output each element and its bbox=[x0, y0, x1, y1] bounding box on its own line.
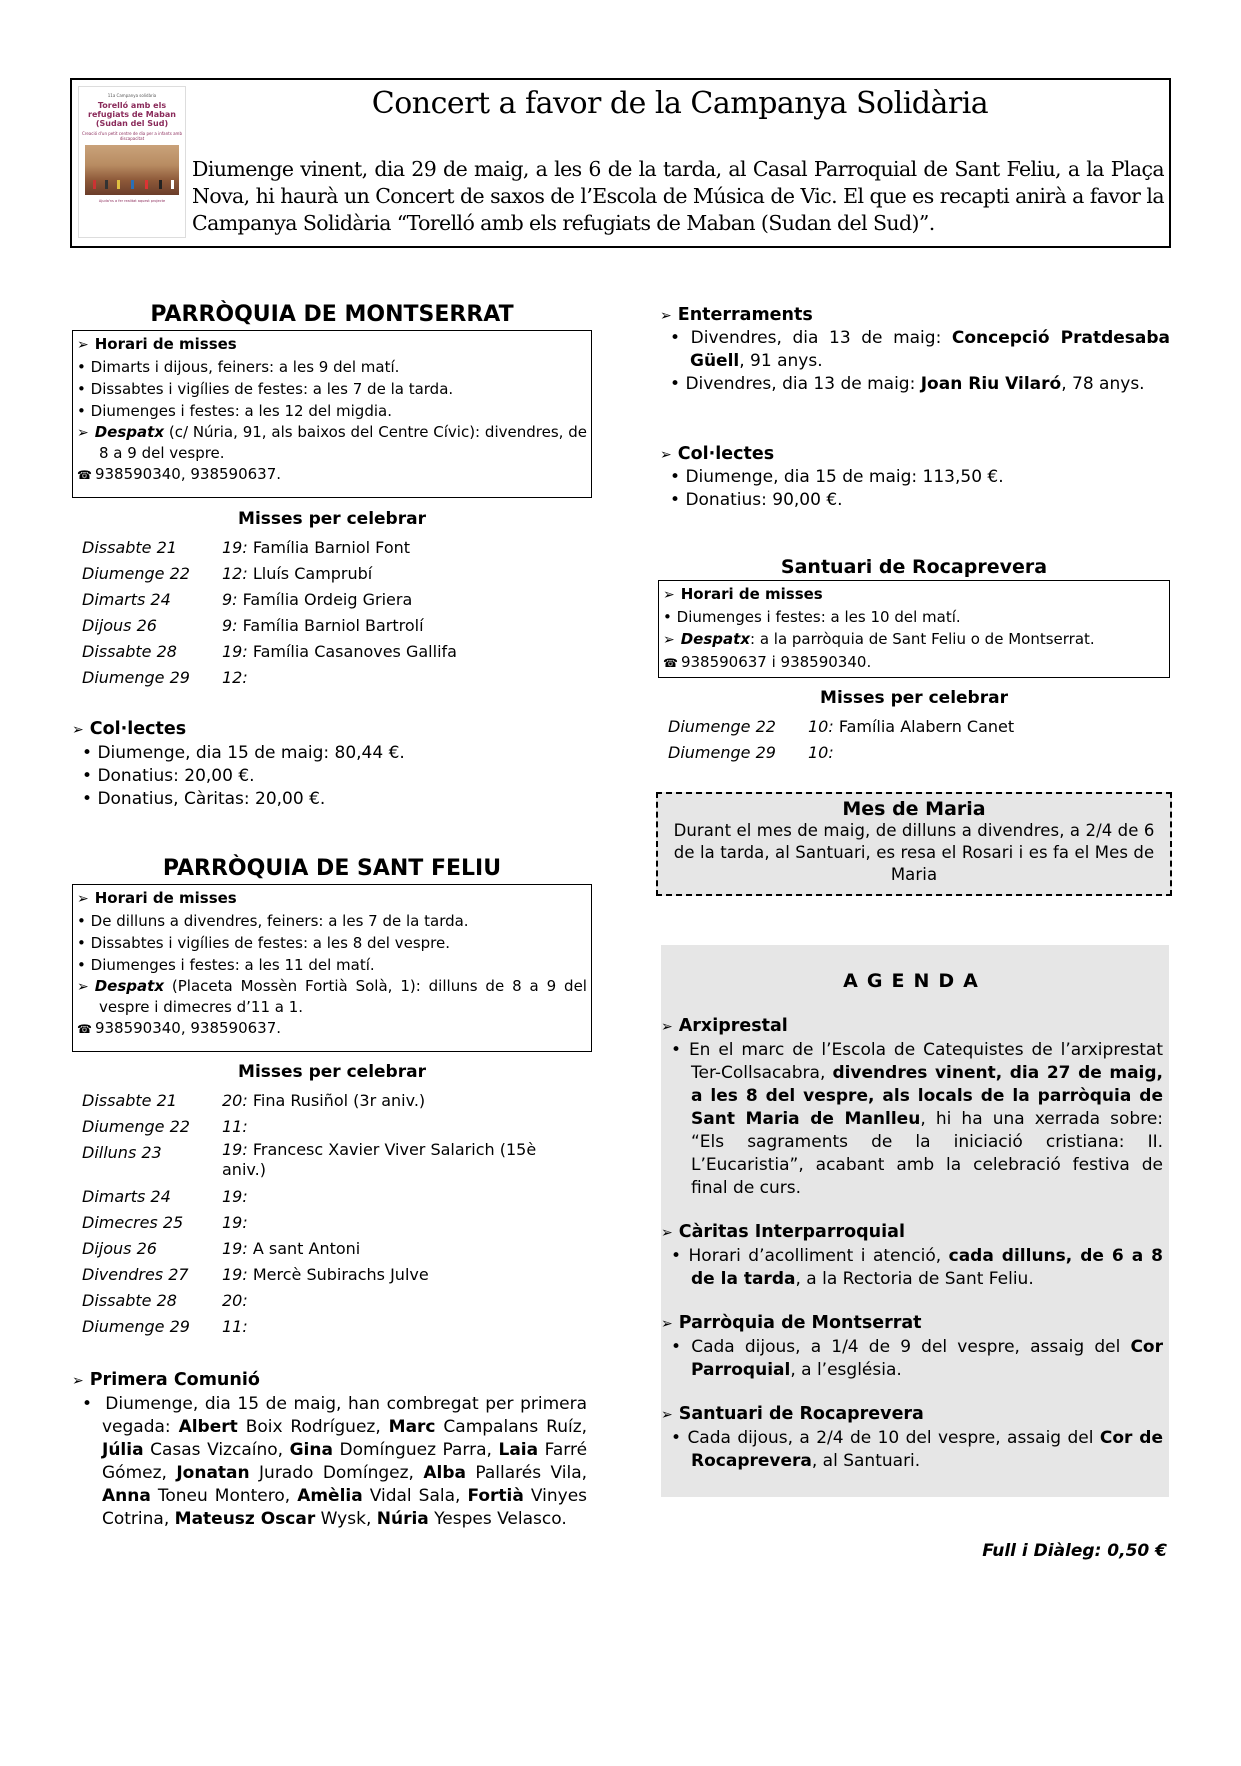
montserrat-masses-heading: Misses per celebrar bbox=[238, 509, 426, 529]
santfeliu-collections-heading bbox=[660, 442, 774, 467]
mass-time: 19: bbox=[222, 1187, 248, 1206]
agenda-section bbox=[661, 1220, 1169, 1291]
communicant-first-name: Jonatan bbox=[176, 1463, 250, 1483]
communicant-last-name: Boix Rodríguez bbox=[245, 1417, 376, 1437]
list-item-text: Donatius: 90,00 €. bbox=[685, 490, 843, 510]
mass-day: Dimecres 25 bbox=[82, 1213, 184, 1232]
mass-detail bbox=[222, 1236, 360, 1262]
burial-age: , 78 anys. bbox=[1061, 374, 1145, 394]
phone-icon: ☎ bbox=[663, 656, 678, 670]
communion-heading bbox=[72, 1368, 260, 1393]
office-info bbox=[663, 628, 1165, 651]
mass-intention: Lluís Camprubí bbox=[252, 564, 373, 583]
mass-intention: Francesc Xavier Viver Salarich (15è aniv.) bbox=[222, 1140, 537, 1179]
agenda-section bbox=[661, 1402, 1169, 1473]
mass-time: 10: bbox=[808, 743, 834, 762]
mass-time: 19: bbox=[222, 538, 248, 557]
phone-icon: ☎ bbox=[77, 468, 92, 482]
mass-time: 19: bbox=[222, 642, 248, 661]
communicant-first-name: Anna bbox=[102, 1486, 151, 1506]
mass-day: Dijous 26 bbox=[82, 616, 157, 635]
communicant-first-name: Amèlia bbox=[297, 1486, 363, 1506]
communicant-last-name: Wysk bbox=[320, 1509, 366, 1529]
bullet-icon: • bbox=[82, 789, 93, 809]
agenda-text: , al Santuari. bbox=[811, 1451, 921, 1471]
schedule-item bbox=[77, 910, 587, 932]
agenda-box bbox=[661, 945, 1169, 1497]
montserrat-masses-list bbox=[82, 535, 582, 691]
bullet-icon: • bbox=[77, 380, 86, 398]
arrow-icon: ➢ bbox=[72, 722, 84, 738]
mass-intention: Mercè Subirachs Julve bbox=[252, 1265, 429, 1284]
santfeliu-info-box bbox=[72, 884, 592, 1052]
communicant-last-name: Vidal Sala bbox=[369, 1486, 456, 1506]
agenda-text: , a l’església. bbox=[790, 1360, 902, 1380]
rocaprevera-masses-heading: Misses per celebrar bbox=[820, 688, 1008, 708]
mass-intention: Família Casanoves Gallifa bbox=[252, 642, 457, 661]
santfeliu-collections-list bbox=[660, 466, 1170, 512]
santfeliu-title: PARRÒQUIA DE SANT FELIU bbox=[162, 856, 502, 881]
list-item bbox=[72, 742, 592, 765]
mass-row bbox=[82, 1114, 582, 1140]
mass-day: Diumenge 22 bbox=[82, 1117, 190, 1136]
mass-day: Diumenge 22 bbox=[82, 564, 190, 583]
arrow-icon: ➢ bbox=[77, 337, 89, 353]
list-item-text: Donatius, Càritas: 20,00 €. bbox=[97, 789, 326, 809]
agenda-text: Horari d’acolliment i atenció, bbox=[688, 1246, 949, 1266]
mass-detail bbox=[808, 740, 834, 766]
office-text: (c/ Núria, 91, als baixos del Centre Cívic): divendres, de 8 a 9 del vespre. bbox=[99, 423, 587, 462]
agenda-text: , hi ha una xerrada sobre: “Els sagraments de la iniciació cristiana: II. L’Eucaristia”, acabant amb la celebració festiva de final de curs. bbox=[691, 1109, 1164, 1198]
schedule-item bbox=[77, 954, 587, 976]
bullet-icon: • bbox=[670, 490, 681, 510]
mass-row bbox=[82, 1262, 582, 1288]
schedule-item bbox=[77, 378, 587, 400]
schedule-item bbox=[77, 932, 587, 954]
mass-day: Dissabte 21 bbox=[82, 1091, 177, 1110]
mass-row bbox=[82, 1314, 582, 1340]
arrow-icon: ➢ bbox=[663, 587, 675, 603]
mass-detail bbox=[222, 1184, 248, 1210]
mass-time: 19: bbox=[222, 1265, 248, 1284]
agenda-text: , a la Rectoria de Sant Feliu. bbox=[795, 1269, 1034, 1289]
mass-day: Dimarts 24 bbox=[82, 590, 171, 609]
office-text: : a la parròquia de Sant Feliu o de Montserrat. bbox=[750, 630, 1095, 648]
phone-info bbox=[663, 651, 1165, 674]
bullet-icon: • bbox=[77, 358, 86, 376]
mass-row bbox=[82, 665, 582, 691]
communion-intro: Diumenge, dia 15 de maig, han combregat per primera vegada: bbox=[102, 1394, 587, 1437]
communicant-first-name: Júlia bbox=[102, 1440, 144, 1460]
mass-detail bbox=[222, 561, 372, 587]
burial-name: Joan Riu Vilaró bbox=[920, 374, 1062, 394]
communicant-last-name: Domínguez Parra bbox=[339, 1440, 487, 1460]
communicant-last-name: Jurado Domíngez bbox=[259, 1463, 409, 1483]
agenda-sections bbox=[661, 1014, 1169, 1473]
schedule-item bbox=[663, 606, 1165, 628]
mass-row bbox=[668, 740, 1168, 766]
bullet-icon: • bbox=[77, 956, 86, 974]
communicant-first-name: Laia bbox=[498, 1440, 539, 1460]
phone-info bbox=[77, 463, 587, 486]
mass-day: Dimarts 24 bbox=[82, 1187, 171, 1206]
arrow-icon: ➢ bbox=[661, 1225, 673, 1241]
arrow-icon: ➢ bbox=[661, 1019, 673, 1035]
agenda-text: cada dilluns, de 6 a 8 de la tarda bbox=[691, 1246, 1164, 1289]
mass-day: Diumenge 22 bbox=[668, 717, 776, 736]
agenda-title: AGENDA bbox=[843, 970, 987, 992]
santfeliu-masses-list bbox=[82, 1088, 582, 1340]
communicant-last-name: Casas Vizcaíno bbox=[150, 1440, 278, 1460]
mass-detail bbox=[222, 1288, 248, 1314]
bullet-icon: • bbox=[671, 1337, 682, 1357]
mass-day: Dijous 26 bbox=[82, 1239, 157, 1258]
price-footer: Full i Diàleg: 0,50 € bbox=[982, 1541, 1167, 1561]
mass-day: Dissabte 21 bbox=[82, 538, 177, 557]
communicant-first-name: Fortià bbox=[467, 1486, 524, 1506]
burials-heading bbox=[660, 303, 813, 328]
burial-name: Concepció Pratdesaba Güell bbox=[690, 328, 1171, 371]
agenda-section-heading bbox=[661, 1311, 1169, 1336]
bullet-icon: • bbox=[663, 608, 672, 626]
schedule-item bbox=[77, 356, 587, 378]
rocaprevera-info-box bbox=[658, 580, 1170, 678]
mass-day: Diumenge 29 bbox=[82, 668, 190, 687]
mass-row bbox=[82, 639, 582, 665]
mass-day: Dissabte 28 bbox=[82, 642, 177, 661]
mass-detail bbox=[222, 1262, 429, 1288]
heading-text: Col·lectes bbox=[677, 444, 775, 464]
communicant-last-name: Toneu Montero bbox=[157, 1486, 285, 1506]
mass-time: 12: bbox=[222, 668, 248, 687]
agenda-item bbox=[661, 1039, 1169, 1200]
bullet-icon: • bbox=[77, 934, 86, 952]
mass-time: 19: bbox=[222, 1140, 248, 1159]
arrow-icon: ➢ bbox=[660, 447, 672, 463]
communicant-first-name: Albert bbox=[178, 1417, 238, 1437]
heading-text: Parròquia de Montserrat bbox=[678, 1313, 922, 1333]
montserrat-collections-list bbox=[72, 742, 592, 811]
phone-info bbox=[77, 1017, 587, 1040]
list-item-text: Donatius: 20,00 €. bbox=[97, 766, 255, 786]
list-item bbox=[72, 765, 592, 788]
phone-numbers: 938590340, 938590637. bbox=[94, 1019, 282, 1037]
list-item-text: Diumenge, dia 15 de maig: 80,44 €. bbox=[97, 743, 405, 763]
schedule-heading: Horari de misses bbox=[680, 585, 823, 603]
mass-row bbox=[82, 1140, 582, 1180]
rocaprevera-masses-list bbox=[668, 714, 1168, 766]
agenda-text: Cor de Rocaprevera bbox=[691, 1428, 1164, 1471]
mass-detail bbox=[222, 639, 457, 665]
poster-subtitle: Creació d'un petit centre de dia per a infants amb discapacitat bbox=[82, 131, 182, 141]
arrow-icon: ➢ bbox=[660, 308, 672, 324]
mass-intention: Família Alabern Canet bbox=[838, 717, 1015, 736]
mes-de-maria-text: Durant el mes de maig, de dilluns a divendres, a 2/4 de 6 de la tarda, al Santuari, es resa el Rosari i es fa el Mes de Maria bbox=[673, 821, 1155, 884]
list-item-text: Diumenge, dia 15 de maig: 113,50 €. bbox=[685, 467, 1004, 487]
agenda-section bbox=[661, 1014, 1169, 1200]
mass-time: 9: bbox=[222, 590, 238, 609]
montserrat-collections-heading bbox=[72, 717, 186, 742]
heading-text: Col·lectes bbox=[89, 719, 187, 739]
communicant-first-name: Núria bbox=[376, 1509, 429, 1529]
communicant-first-name: Marc bbox=[388, 1417, 436, 1437]
office-label: Despatx bbox=[94, 423, 164, 441]
mass-row bbox=[82, 561, 582, 587]
mass-day: Dissabte 28 bbox=[82, 1291, 177, 1310]
mass-time: 11: bbox=[222, 1317, 248, 1336]
schedule-text: Diumenges i festes: a les 12 del migdia. bbox=[90, 402, 392, 420]
communicant-first-name: Mateusz Oscar bbox=[174, 1509, 316, 1529]
list-item bbox=[660, 466, 1170, 489]
office-label: Despatx bbox=[94, 977, 164, 995]
poster-footer: Ajuda'ns a fer realitat aquest projecte bbox=[98, 199, 166, 203]
mes-de-maria-title: Mes de Maria bbox=[842, 798, 986, 820]
bullet-icon: • bbox=[671, 1040, 682, 1060]
communicant-first-name: Gina bbox=[289, 1440, 333, 1460]
mass-row bbox=[82, 1184, 582, 1210]
office-label: Despatx bbox=[680, 630, 750, 648]
mass-detail bbox=[222, 587, 412, 613]
mass-detail bbox=[222, 1114, 248, 1140]
schedule-item bbox=[77, 400, 587, 422]
agenda-section-body bbox=[661, 1336, 1169, 1382]
mass-row bbox=[82, 587, 582, 613]
mass-row bbox=[668, 714, 1168, 740]
mass-row bbox=[82, 1210, 582, 1236]
schedule-text: Diumenges i festes: a les 11 del matí. bbox=[90, 956, 375, 974]
agenda-item bbox=[661, 1245, 1169, 1291]
agenda-section-body bbox=[661, 1245, 1169, 1291]
mass-time: 20: bbox=[222, 1091, 248, 1110]
concert-title: Concert a favor de la Campanya Solidària bbox=[371, 86, 989, 121]
burial-age: , 91 anys. bbox=[739, 351, 823, 371]
mass-row bbox=[82, 1288, 582, 1314]
office-info bbox=[77, 422, 587, 463]
phone-icon: ☎ bbox=[77, 1022, 92, 1036]
burial-date: Divendres, dia 13 de maig: bbox=[690, 328, 942, 348]
mass-intention: A sant Antoni bbox=[252, 1239, 361, 1258]
mass-time: 9: bbox=[222, 616, 238, 635]
arrow-icon: ➢ bbox=[661, 1407, 673, 1423]
arrow-icon: ➢ bbox=[77, 891, 89, 907]
schedule-text: Dimarts i dijous, feiners: a les 9 del matí. bbox=[90, 358, 400, 376]
communicant-last-name: Yespes Velasco bbox=[434, 1509, 562, 1529]
agenda-section-body bbox=[661, 1427, 1169, 1473]
mass-time: 11: bbox=[222, 1117, 248, 1136]
bullet-icon: • bbox=[671, 1246, 682, 1266]
burials-list bbox=[660, 327, 1170, 396]
agenda-item bbox=[661, 1427, 1169, 1473]
poster-kicker: 11a Campanya solidària bbox=[107, 93, 157, 98]
mass-intention: Fina Rusiñol (3r aniv.) bbox=[252, 1091, 426, 1110]
poster-title: Torelló amb els refugiats de Maban (Sudan del Sud) bbox=[88, 101, 176, 128]
montserrat-title: PARRÒQUIA DE MONTSERRAT bbox=[150, 302, 514, 327]
agenda-section-heading bbox=[661, 1014, 1169, 1039]
heading-text: Càritas Interparroquial bbox=[678, 1222, 905, 1242]
mass-row bbox=[82, 1236, 582, 1262]
bullet-icon: • bbox=[77, 912, 86, 930]
bullet-icon: • bbox=[670, 328, 681, 348]
bullet-icon: • bbox=[82, 743, 93, 763]
heading-text: Arxiprestal bbox=[678, 1016, 788, 1036]
mass-day: Diumenge 29 bbox=[668, 743, 776, 762]
schedule-heading: Horari de misses bbox=[94, 335, 237, 353]
mass-time: 19: bbox=[222, 1239, 248, 1258]
bullet-icon: • bbox=[670, 467, 681, 487]
agenda-section bbox=[661, 1311, 1169, 1382]
heading-text: Primera Comunió bbox=[89, 1370, 260, 1390]
mass-detail bbox=[222, 1088, 425, 1114]
arrow-icon: ➢ bbox=[72, 1373, 84, 1389]
montserrat-info-box bbox=[72, 330, 592, 498]
bullet-icon: • bbox=[77, 402, 86, 420]
mass-time: 19: bbox=[222, 1213, 248, 1232]
communion-item: • Diumenge, dia 15 de maig, han combregat per primera vegada: Albert Boix Rodríguez, Marc Campalans Ruíz, Júlia Casas Vizcaíno, Gina Domínguez Parra, Laia Farré Gómez, Jonatan Jurado Domíngez, Alba Pallarés Vila, Anna Toneu Montero, Amèlia Vidal Sala, Fortià Vinyes Cotrina, Mateusz Oscar Wysk, Núria Yespes Velasco. bbox=[82, 1394, 588, 1529]
list-item bbox=[660, 489, 1170, 512]
poster-photo bbox=[85, 145, 179, 195]
arrow-icon: ➢ bbox=[77, 979, 89, 995]
schedule-heading: Horari de misses bbox=[94, 889, 237, 907]
bullet-icon: • bbox=[671, 1428, 682, 1448]
schedule-text: Diumenges i festes: a les 10 del matí. bbox=[676, 608, 961, 626]
bullet-icon: • bbox=[82, 766, 93, 786]
burial-item bbox=[660, 373, 1170, 396]
mass-intention: Família Barniol Bartrolí bbox=[242, 616, 424, 635]
campaign-poster-image bbox=[78, 86, 186, 238]
mass-detail bbox=[222, 1210, 248, 1236]
communion-list bbox=[72, 1393, 587, 1531]
mass-day: Divendres 27 bbox=[82, 1265, 189, 1284]
concert-description: Diumenge vinent, dia 29 de maig, a les 6 de la tarda, al Casal Parroquial de Sant Feliu, a la Plaça Nova, hi haurà un Concert de saxos de l’Escola de Música de Vic. El que es recapti anirà a favor la Campanya Solidària “Torelló amb els refugiats de Maban (Sudan del Sud)”. bbox=[192, 157, 1164, 235]
mass-intention: Família Ordeig Griera bbox=[242, 590, 413, 609]
mass-time: 20: bbox=[222, 1291, 248, 1310]
arrow-icon: ➢ bbox=[661, 1316, 673, 1332]
arrow-icon: ➢ bbox=[663, 632, 675, 648]
agenda-section-body bbox=[661, 1039, 1169, 1200]
mass-detail bbox=[808, 714, 1014, 740]
schedule-text: De dilluns a divendres, feiners: a les 7 de la tarda. bbox=[90, 912, 469, 930]
schedule-text: Dissabtes i vigílies de festes: a les 8 del vespre. bbox=[90, 934, 451, 952]
schedule-text: Dissabtes i vigílies de festes: a les 7 de la tarda. bbox=[90, 380, 454, 398]
mass-detail bbox=[222, 1314, 248, 1340]
heading-text: Enterraments bbox=[677, 305, 813, 325]
mass-detail bbox=[222, 665, 248, 691]
mass-detail bbox=[222, 613, 424, 639]
mass-day: Dilluns 23 bbox=[82, 1143, 162, 1162]
santfeliu-masses-heading: Misses per celebrar bbox=[238, 1062, 426, 1082]
agenda-text: divendres vinent, dia 27 de maig, a les 8 del vespre, als locals de la parròquia de Sant Maria de Manlleu bbox=[691, 1063, 1163, 1129]
phone-numbers: 938590340, 938590637. bbox=[94, 465, 282, 483]
communicant-first-name: Alba bbox=[423, 1463, 466, 1483]
communicant-last-name: Pallarés Vila bbox=[475, 1463, 582, 1483]
mass-time: 10: bbox=[808, 717, 834, 736]
mass-day: Diumenge 29 bbox=[82, 1317, 190, 1336]
communicant-last-name: Farré Gómez bbox=[102, 1440, 588, 1483]
heading-text: Santuari de Rocaprevera bbox=[678, 1404, 924, 1424]
agenda-text: Cada dijous, a 1/4 de 9 del vespre, assaig del bbox=[691, 1337, 1131, 1357]
arrow-icon: ➢ bbox=[77, 425, 89, 441]
agenda-section-heading bbox=[661, 1220, 1169, 1245]
communicant-last-name: Campalans Ruíz bbox=[443, 1417, 582, 1437]
agenda-section-heading bbox=[661, 1402, 1169, 1427]
bullet-icon: • bbox=[670, 374, 681, 394]
mass-detail bbox=[222, 535, 410, 561]
agenda-item bbox=[661, 1336, 1169, 1382]
agenda-text: En el marc de l’Escola de Catequistes de l’arxiprestat Ter-Collsacabra, bbox=[688, 1040, 1163, 1083]
mass-row bbox=[82, 613, 582, 639]
office-text: (Placeta Mossèn Fortià Solà, 1): dilluns de 8 a 9 del vespre i dimecres d’11 a 1. bbox=[99, 977, 587, 1016]
office-info bbox=[77, 976, 587, 1017]
burial-item bbox=[660, 327, 1170, 373]
bullet-icon: • bbox=[82, 1394, 93, 1414]
mass-row bbox=[82, 1088, 582, 1114]
agenda-text: Cada dijous, a 2/4 de 10 del vespre, assaig del bbox=[687, 1428, 1100, 1448]
agenda-text: Cor Parroquial bbox=[691, 1337, 1163, 1380]
burial-date: Divendres, dia 13 de maig: bbox=[685, 374, 916, 394]
mass-intention: Família Barniol Font bbox=[252, 538, 411, 557]
mass-time: 12: bbox=[222, 564, 248, 583]
mes-de-maria-box bbox=[656, 792, 1172, 896]
rocaprevera-title: Santuari de Rocaprevera bbox=[780, 556, 1048, 578]
mass-detail bbox=[222, 1140, 582, 1180]
communicant-last-name: Vinyes Cotrina bbox=[102, 1486, 588, 1529]
phone-numbers: 938590637 i 938590340. bbox=[680, 653, 872, 671]
mass-row bbox=[82, 535, 582, 561]
list-item bbox=[72, 788, 592, 811]
